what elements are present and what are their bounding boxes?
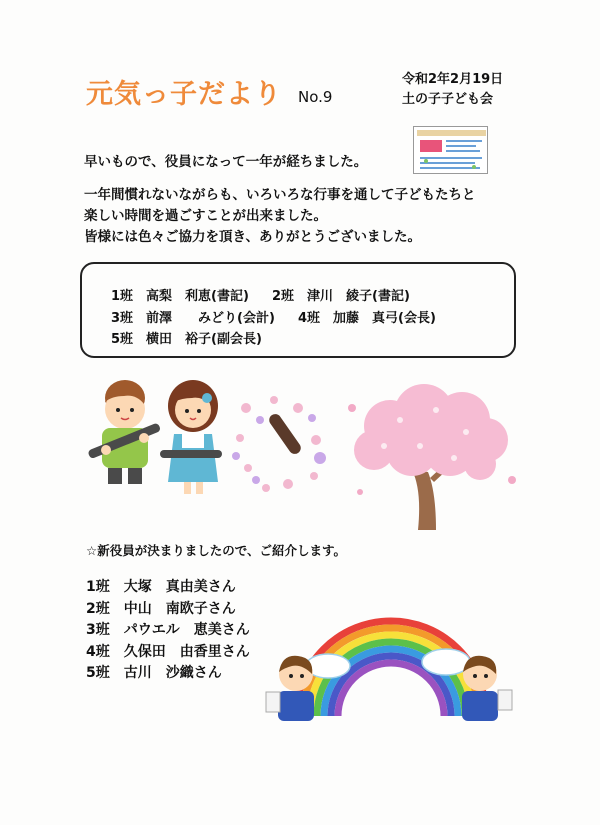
body-line-1: 早いもので、役員になって一年が経ちました。 bbox=[84, 154, 368, 170]
rainbow-illustration bbox=[266, 596, 516, 726]
outgoing-officer-4: 4班 加藤 真弓(会長) bbox=[298, 311, 436, 326]
boy-figure bbox=[87, 380, 161, 484]
new-officers-intro: ☆新役員が決まりましたので、ご紹介します。 bbox=[86, 543, 346, 558]
newsletter-title: 元気っ子だより bbox=[86, 79, 282, 110]
girl-figure bbox=[160, 380, 222, 494]
children-with-diplomas-illustration bbox=[88, 372, 238, 502]
petals bbox=[236, 396, 321, 492]
diploma-scroll bbox=[267, 412, 303, 457]
body-line-4: 皆様には色々ご協力を頂き、ありがとうございました。 bbox=[84, 229, 421, 245]
organization-name: 土の子子ども会 bbox=[402, 92, 494, 107]
new-officer-4: 4班 久保田 由香里さん bbox=[86, 643, 250, 660]
cherry-petals-illustration bbox=[226, 390, 336, 500]
thumbnail-badge bbox=[420, 140, 442, 152]
outgoing-officer-1: 1班 高梨 利恵(書記) bbox=[111, 289, 249, 304]
outgoing-officer-2: 2班 津川 綾子(書記) bbox=[272, 289, 410, 304]
outgoing-officer-5: 5班 横田 裕子(副会長) bbox=[111, 332, 262, 347]
thumbnail-banner bbox=[417, 130, 486, 136]
thumbnail-graphic bbox=[414, 127, 489, 175]
issue-number: No.9 bbox=[298, 88, 333, 106]
cherry-tree-illustration bbox=[340, 380, 530, 530]
new-officers-list bbox=[86, 576, 250, 684]
body-line-3: 楽しい時間を過ごすことが出来ました。 bbox=[84, 208, 327, 224]
new-officer-1: 1班 大塚 真由美さん bbox=[86, 579, 236, 595]
tree-blossoms bbox=[354, 384, 508, 480]
issue-date: 令和2年2月19日 bbox=[402, 72, 504, 87]
new-officer-5: 5班 古川 沙織さん bbox=[86, 665, 222, 681]
body-line-2: 一年間慣れないながらも、いろいろな行事を通して子どもたちと bbox=[84, 187, 476, 203]
new-officer-3: 3班 パウエル 恵美さん bbox=[86, 622, 250, 638]
new-officer-2: 2班 中山 南欧子さん bbox=[86, 600, 236, 617]
newsletter-thumbnail bbox=[413, 126, 488, 174]
outgoing-officer-3: 3班 前澤 みどり(会計) bbox=[111, 311, 275, 326]
date-block bbox=[402, 70, 503, 110]
